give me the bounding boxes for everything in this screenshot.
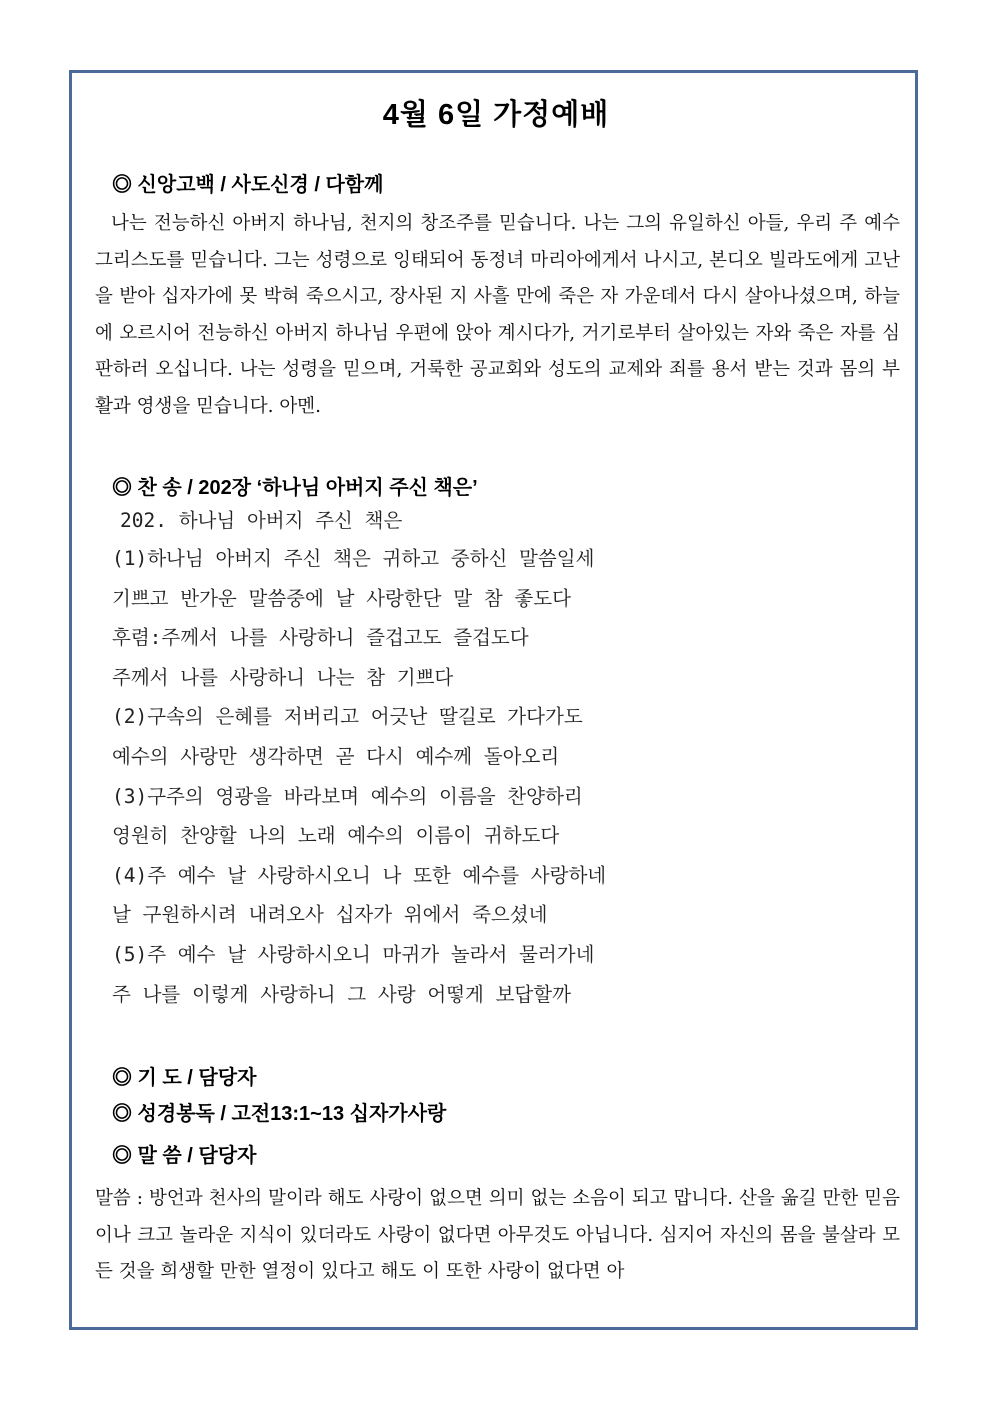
hymn-line: 주 나를 이렇게 사랑하니 그 사랑 어떻게 보답할까 xyxy=(112,982,571,1006)
sermon-heading: ◎ 말 씀 / 담당자 xyxy=(112,1145,257,1167)
page-title: 4월 6일 가정예배 xyxy=(382,99,610,131)
hymn-heading: ◎ 찬 송 / 202장 ‘하나님 아버지 주신 책은’ xyxy=(112,477,478,499)
hymn-line: (4)주 예수 날 사랑하시오니 나 또한 예수를 사랑하네 xyxy=(112,863,607,887)
hymn-line: (2)구속의 은혜를 저버리고 어긋난 딸길로 가다가도 xyxy=(112,705,583,729)
prayer-heading: ◎ 기 도 / 담당자 xyxy=(112,1067,257,1089)
hymn-line: 기쁘고 반가운 말씀중에 날 사랑한단 말 참 좋도다 xyxy=(112,586,571,610)
hymn-line: 영원히 찬양할 나의 노래 예수의 이름이 귀하도다 xyxy=(112,824,560,848)
hymn-line: (1)하나님 아버지 주신 책은 귀하고 중하신 말씀일세 xyxy=(112,547,595,570)
hymn-line: 주께서 나를 사랑하니 나는 참 기쁘다 xyxy=(112,665,454,689)
creed-heading: ◎ 신앙고백 / 사도신경 / 다함께 xyxy=(112,174,384,196)
hymn-lyrics xyxy=(112,539,606,1014)
hymn-title: 202. 하나님 아버지 주신 책은 xyxy=(120,509,403,532)
sermon-text: 말씀 : 방언과 천사의 말이라 해도 사랑이 없으면 의미 없는 소음이 되고 맙니다. 산을 옮길 만한 믿음이나 크고 놀라운 지식이 있더라도 사랑이 없다면 아무것도 아닙니다. 심지어 자신의 몸을 불살라 모든 것을 희생할 만한 열정이 있다고 해도 이 또한 사랑이 없다면 아 xyxy=(95,1188,900,1282)
hymn-line: 날 구원하시려 내려오사 십자가 위에서 죽으셨네 xyxy=(112,903,548,927)
hymn-line: (5)주 예수 날 사랑하시오니 마귀가 놀라서 물러가네 xyxy=(112,942,595,966)
creed-text: 나는 전능하신 아버지 하나님, 천지의 창조주를 믿습니다. 나는 그의 유일하신 아들, 우리 주 예수 그리스도를 믿습니다. 그는 성령으로 잉태되어 동정녀 마리아에게서 나시고, 본디오 빌라도에게 고난을 받아 십자가에 못 박혀 죽으시고, 장사된 지 사흘 만에 죽은 자 가운데서 다시 살아나셨으며, 하늘에 오르시어 전능하신 아버지 하나님 우편에 앉아 계시다가, 거기로부터 살아있는 자와 죽은 자를 심판하러 오십니다. 나는 성령을 믿으며, 거룩한 공교회와 성도의 교제와 죄를 용서 받는 것과 몸의 부활과 영생을 믿습니다. 아멘. xyxy=(95,213,901,417)
hymn-line: 예수의 사랑만 생각하면 곧 다시 예수께 돌아오리 xyxy=(112,744,560,768)
hymn-line: (3)구주의 영광을 바라보며 예수의 이름을 찬양하리 xyxy=(112,784,583,808)
hymn-line: 후렴:주께서 나를 사랑하니 즐겁고도 즐겁도다 xyxy=(112,626,529,650)
reading-heading: ◎ 성경봉독 / 고전13:1~13 십자가사랑 xyxy=(112,1103,447,1125)
